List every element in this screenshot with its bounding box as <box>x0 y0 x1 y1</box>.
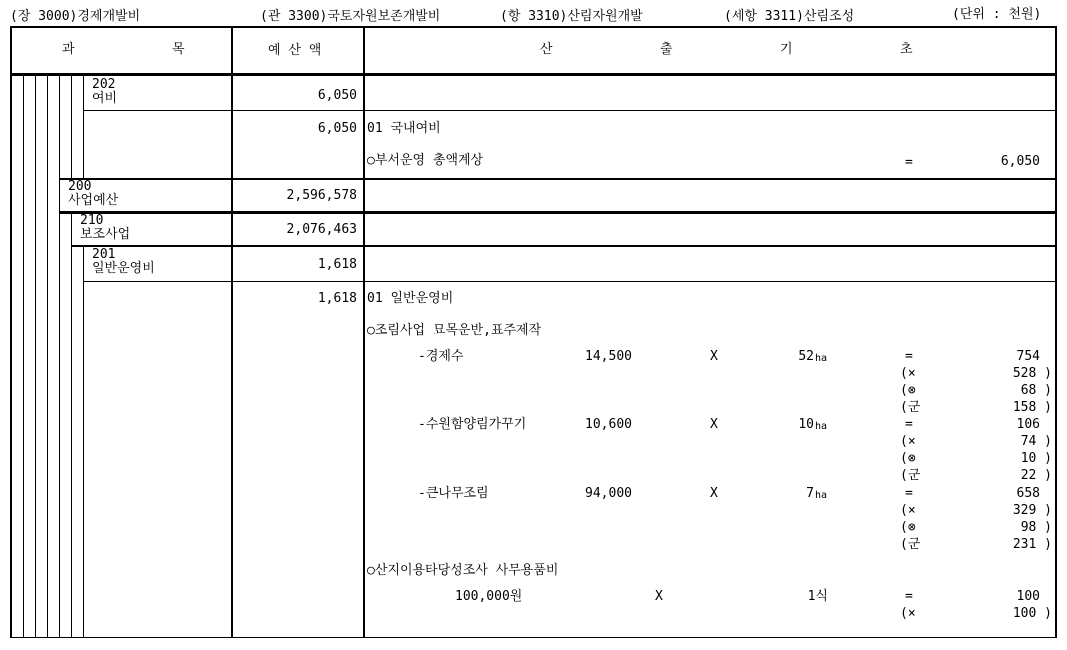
col-basis-4: 초 <box>900 42 913 57</box>
row-210-code: 210 <box>80 213 104 228</box>
calc-section-2: ○산지이용타당성조사 사무용품비 <box>367 563 559 578</box>
col-budget: 예 산 액 <box>268 43 322 58</box>
calc-split-sym: (× <box>900 434 916 449</box>
row-202-eq: = <box>905 155 913 170</box>
calc-item-eq: = <box>905 349 913 364</box>
calc-item-price: 94,000 <box>585 486 632 501</box>
row-201-item: 01 일반운영비 <box>367 291 454 306</box>
calc-split-sym: (군 <box>900 537 921 552</box>
row-201-amount: 1,618 <box>317 257 357 272</box>
row-202-detail-amount: 6,050 <box>317 121 357 136</box>
header-hang: (항 3310)산림자원개발 <box>500 9 643 24</box>
calc-split-sym: (⊗ <box>900 520 916 535</box>
calc-item-qty: 52 <box>798 349 814 364</box>
row-202-name: 여비 <box>92 91 118 106</box>
calc-split-sym: (⊗ <box>900 383 916 398</box>
calc-item-qty: 7 <box>806 486 814 501</box>
row-201-detail-amount: 1,618 <box>317 291 357 306</box>
row-200-amount: 2,596,578 <box>286 188 357 203</box>
calc-split-sym: (× <box>900 366 916 381</box>
calc-split-sym: (군 <box>900 400 921 415</box>
header-unit: (단위 : 천원) <box>952 7 1042 22</box>
calc-split-val: 158 ) <box>1012 400 1052 415</box>
calc-split-sym: (군 <box>900 468 921 483</box>
row-201-name: 일반운영비 <box>92 261 155 276</box>
calc-item-total: 658 <box>1016 486 1040 501</box>
calc-split-sym: (× <box>900 503 916 518</box>
row-201-code: 201 <box>92 247 116 262</box>
calc-item-name: -큰나무조림 <box>418 486 489 501</box>
calc-split-val: 22 ) <box>1020 468 1052 483</box>
col-subject-a: 과 <box>62 42 75 57</box>
calc-item-total: 754 <box>1016 349 1040 364</box>
col-basis-2: 출 <box>660 42 673 57</box>
row-202-code: 202 <box>92 77 116 92</box>
calc-s2-split-val: 100 ) <box>1012 606 1052 621</box>
calc-split-val: 528 ) <box>1012 366 1052 381</box>
calc-item-name: -경제수 <box>418 349 464 364</box>
calc-split-sym: (⊗ <box>900 451 916 466</box>
calc-split-val: 329 ) <box>1012 503 1052 518</box>
calc-item-price: 10,600 <box>585 417 632 432</box>
calc-split-val: 10 ) <box>1020 451 1052 466</box>
calc-s2-total: 100 <box>1016 589 1040 604</box>
row-202-total: 6,050 <box>1000 154 1040 169</box>
calc-item-x: X <box>710 486 718 501</box>
calc-split-val: 68 ) <box>1020 383 1052 398</box>
col-basis-3: 기 <box>780 42 793 57</box>
col-basis-1: 산 <box>540 42 553 57</box>
calc-item-eq: = <box>905 417 913 432</box>
calc-split-val: 231 ) <box>1012 537 1052 552</box>
calc-item-unit: ha <box>815 490 828 501</box>
calc-item-unit: ha <box>815 421 828 432</box>
calc-s2-split-sym: (× <box>900 606 916 621</box>
row-200-name: 사업예산 <box>68 193 119 208</box>
calc-item-x: X <box>710 349 718 364</box>
calc-s2-x: X <box>655 589 663 604</box>
row-200-code: 200 <box>68 179 92 194</box>
header-sehang: (세항 3311)산림조성 <box>724 9 855 24</box>
col-subject-b: 목 <box>172 42 185 57</box>
calc-item-price: 14,500 <box>585 349 632 364</box>
calc-item-x: X <box>710 417 718 432</box>
calc-split-val: 98 ) <box>1020 520 1052 535</box>
calc-item-qty: 10 <box>798 417 814 432</box>
calc-item-unit: ha <box>815 353 828 364</box>
row-202-item: 01 국내여비 <box>367 121 441 136</box>
header-jang: (장 3000)경제개발비 <box>10 9 141 24</box>
calc-item-eq: = <box>905 486 913 501</box>
calc-item-total: 106 <box>1016 417 1040 432</box>
calc-s2-price: 100,000원 <box>455 589 523 604</box>
calc-s2-eq: = <box>905 589 913 604</box>
calc-s2-qty: 1식 <box>807 589 828 604</box>
calc-split-val: 74 ) <box>1020 434 1052 449</box>
calc-item-name: -수원함양림가꾸기 <box>418 417 527 432</box>
row-202-amount: 6,050 <box>317 88 357 103</box>
calc-section-1: ○조림사업 묘목운반,표주제작 <box>367 323 542 338</box>
row-210-name: 보조사업 <box>80 227 131 242</box>
header-gwan: (관 3300)국토자원보존개발비 <box>260 9 441 24</box>
row-210-amount: 2,076,463 <box>286 222 357 237</box>
row-202-calc-label: ○부서운영 총액계상 <box>367 153 484 168</box>
